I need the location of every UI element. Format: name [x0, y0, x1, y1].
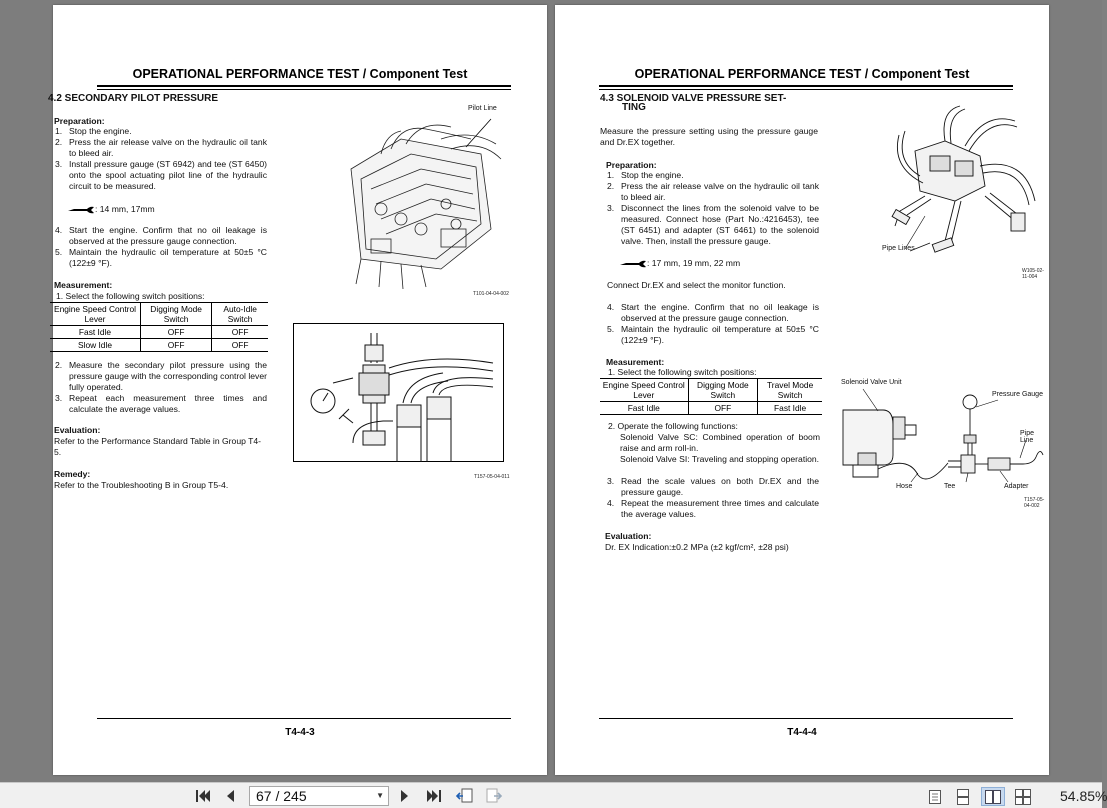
list-item-number: 4. [607, 302, 615, 312]
page-number: T4-4-3 [285, 727, 315, 738]
list-item-text: Start the engine. Confirm that no oil leakage is observed at the pressure gauge connection. [621, 302, 819, 323]
list-item-text: Repeat the measurement three times and calculate the average values. [621, 498, 819, 519]
list-item-text: Install pressure gauge (ST 6942) and tee (ST 6450) onto the spool actuating pilot line of the hydraulic circuit to be measured. [69, 159, 267, 191]
intro-text: Measure the pressure setting using the pressure gauge and Dr.EX together. [600, 126, 818, 147]
list-item [55, 159, 267, 192]
preparation-heading: Preparation: [54, 116, 105, 126]
list-item [55, 247, 267, 269]
list-item-number: 5. [607, 324, 615, 334]
table-cell: OFF [688, 402, 758, 415]
table-cell: OFF [212, 339, 268, 352]
table-cell: Slow Idle [50, 339, 140, 352]
list-item-number: 3. [55, 393, 63, 403]
preparation-list-cont [55, 225, 267, 269]
page-header-title: OPERATIONAL PERFORMANCE TEST / Component Test [132, 67, 468, 81]
single-page-view-button[interactable] [923, 787, 947, 806]
section-title: 4.2 SECONDARY PILOT PRESSURE [48, 93, 219, 104]
list-item-number: 3. [55, 159, 63, 169]
list-item-text: Start the engine. Confirm that no oil leakage is observed at the pressure gauge connection. [69, 225, 267, 246]
evaluation-text: Dr. EX Indication:±0.2 MPa (±2 kgf/cm², ±28 psi) [605, 542, 789, 552]
list-item-text: Disconnect the lines from the solenoid valve to be measured. Connect hose (Part No.:4216453), tee (ST 6451) and adapter (ST 6461) to the solenoid valve. Then, install the pressure gauge. [621, 203, 819, 246]
remedy-heading: Remedy: [54, 469, 91, 479]
wrench-icon [619, 259, 647, 269]
pipe-lines-label: Pipe Lines [882, 245, 915, 252]
previous-view-icon [455, 788, 475, 804]
last-page-icon [426, 789, 442, 803]
list-item-number: 4. [607, 498, 615, 508]
list-item-number: 2. [607, 181, 615, 191]
measurement-heading: Measurement: [54, 280, 113, 290]
list-item-number: 2. [55, 360, 63, 370]
switch-table [50, 302, 268, 352]
hose-label: Hose [896, 483, 913, 490]
column-header: Travel Mode Switch [758, 379, 822, 402]
table-cell: OFF [140, 326, 211, 339]
figure-code: T101-04-04-002 [473, 291, 509, 297]
preparation-list [607, 170, 819, 247]
list-item-text: Stop the engine. [621, 170, 684, 180]
table-cell: OFF [212, 326, 268, 339]
header-rule [97, 85, 511, 87]
list-item-text: Press the air release valve on the hydraulic oil tank to bleed air. [621, 181, 819, 202]
list-item [55, 126, 267, 137]
previous-page-icon [225, 789, 235, 803]
continuous-view-button[interactable] [951, 787, 975, 806]
section-title: 4.3 SOLENOID VALVE PRESSURE SET- TING [600, 93, 787, 113]
list-item-text: Stop the engine. [69, 126, 132, 136]
table-cell: OFF [140, 339, 211, 352]
first-page-button[interactable] [193, 787, 213, 805]
page-t4-4-4 [555, 5, 1049, 775]
list-item [55, 360, 267, 393]
page-number-field[interactable]: 67 / 245 ▼ [249, 786, 389, 806]
list-item-text: Read the scale values on both Dr.EX and the pressure gauge. [621, 476, 819, 497]
column-header: Auto-Idle Switch [212, 303, 268, 326]
next-page-button[interactable] [396, 787, 414, 805]
solenoid-gauge-connection-illustration [838, 385, 1050, 495]
switch-table [600, 378, 822, 415]
page-t4-4-3 [48, 5, 547, 775]
connect-drex-text: Connect Dr.EX and select the monitor function. [607, 280, 786, 290]
list-item-number: 1. [607, 170, 615, 180]
wrench-sizes: : 17 mm, 19 mm, 22 mm [619, 258, 740, 269]
page-header-title: OPERATIONAL PERFORMANCE TEST / Component Test [634, 67, 970, 81]
go-back-view-button[interactable] [453, 787, 477, 805]
list-item [55, 393, 267, 415]
switch-table-body [50, 326, 268, 352]
viewer-toolbar [0, 782, 1107, 808]
list-item [607, 181, 819, 203]
measurement-step-1: 1. Select the following switch positions: [608, 367, 757, 377]
two-page-continuous-view-button[interactable] [1011, 787, 1035, 806]
footer-rule [599, 718, 1013, 719]
two-page-view-button[interactable] [981, 787, 1005, 806]
header-rule [599, 85, 1013, 87]
list-item [55, 225, 267, 247]
list-item-text: Maintain the hydraulic oil temperature at 50±5 °C (122±9 °F). [69, 247, 267, 268]
footer-rule [97, 718, 511, 719]
table-row [50, 339, 268, 352]
column-header: Engine Speed Control Lever [600, 379, 688, 402]
header-rule-thin [599, 89, 1013, 90]
list-item-number: 5. [55, 247, 63, 257]
next-page-icon [400, 789, 410, 803]
table-cell: Fast Idle [50, 326, 140, 339]
previous-page-button[interactable] [221, 787, 239, 805]
page-number: T4-4-4 [787, 727, 817, 738]
last-page-button[interactable] [423, 787, 445, 805]
chevron-down-icon[interactable]: ▼ [376, 791, 384, 800]
evaluation-heading: Evaluation: [54, 425, 101, 435]
measurement-list [607, 476, 819, 520]
zoom-level[interactable]: 54.85% [1060, 788, 1107, 804]
list-item-number: 3. [607, 476, 615, 486]
list-item-text: Repeat each measurement three times and calculate the average values. [69, 393, 267, 414]
adapter-label: Adapter [1004, 483, 1029, 490]
remedy-text: Refer to the Troubleshooting B in Group T5-4. [54, 480, 229, 490]
figure-code: W105-02-11-004 [1022, 268, 1044, 280]
list-item [607, 498, 819, 520]
list-item [607, 170, 819, 181]
evaluation-text: Refer to the Performance Standard Table in Group T4-5. [54, 436, 262, 457]
measurement-step-2: 2. Operate the following functions: Solenoid Valve SC: Combined operation of boom raise and arm roll-in. Solenoid Valve SI: Traveling and stopping operation. [608, 421, 820, 464]
preparation-heading: Preparation: [606, 160, 657, 170]
figure-code-2: T157-05-04-011 [474, 474, 510, 480]
preparation-list-cont [607, 302, 819, 346]
column-header: Digging Mode Switch [688, 379, 758, 402]
single-page-icon [928, 789, 942, 805]
list-item-number: 2. [55, 137, 63, 147]
list-item [607, 476, 819, 498]
list-item-text: Measure the secondary pilot pressure using the pressure gauge with the corresponding control lever fully operated. [69, 360, 267, 392]
list-item [607, 203, 819, 247]
solenoid-valve-illustration [885, 101, 1045, 266]
list-item [607, 302, 819, 324]
switch-table-header [600, 379, 822, 402]
wrench-sizes: : 14 mm, 17mm [67, 204, 155, 215]
measurement-step-1: 1. Select the following switch positions: [56, 291, 205, 301]
continuous-page-icon [956, 789, 970, 805]
next-view-icon [484, 788, 504, 804]
figure-code-2: T157-05-04-002 [1024, 497, 1045, 509]
list-item-number: 3. [607, 203, 615, 213]
list-item-text: Press the air release valve on the hydraulic oil tank to bleed air. [69, 137, 267, 158]
table-cell: Fast Idle [758, 402, 822, 415]
table-row [50, 326, 268, 339]
solenoid-valve-unit-label: Solenoid Valve Unit [841, 379, 902, 386]
header-rule-thin [97, 89, 511, 90]
wrench-icon [67, 205, 95, 215]
list-item-number: 1. [55, 126, 63, 136]
pressure-gauge-installation-illustration [293, 323, 504, 462]
two-page-icon [984, 789, 1002, 805]
pilot-line-label: Pilot Line [468, 105, 497, 112]
pipe-line-label: Pipe Line [1020, 430, 1035, 444]
measurement-heading: Measurement: [606, 357, 665, 367]
evaluation-heading: Evaluation: [605, 531, 652, 541]
tee-label: Tee [944, 483, 956, 490]
switch-table-body [600, 402, 822, 415]
table-cell: Fast Idle [600, 402, 688, 415]
two-page-continuous-icon [1014, 789, 1032, 805]
go-forward-view-button[interactable] [482, 787, 506, 805]
column-header: Engine Speed Control Lever [50, 303, 140, 326]
column-header: Digging Mode Switch [140, 303, 211, 326]
list-item [607, 324, 819, 346]
measurement-list [55, 360, 267, 415]
first-page-icon [195, 789, 211, 803]
list-item [55, 137, 267, 159]
control-valve-illustration [331, 109, 511, 294]
list-item-text: Maintain the hydraulic oil temperature at 50±5 °C (122±9 °F). [621, 324, 819, 345]
switch-table-header [50, 303, 268, 326]
pressure-gauge-label: Pressure Gauge [992, 391, 1043, 398]
table-row [600, 402, 822, 415]
list-item-number: 4. [55, 225, 63, 235]
preparation-list [55, 126, 267, 192]
